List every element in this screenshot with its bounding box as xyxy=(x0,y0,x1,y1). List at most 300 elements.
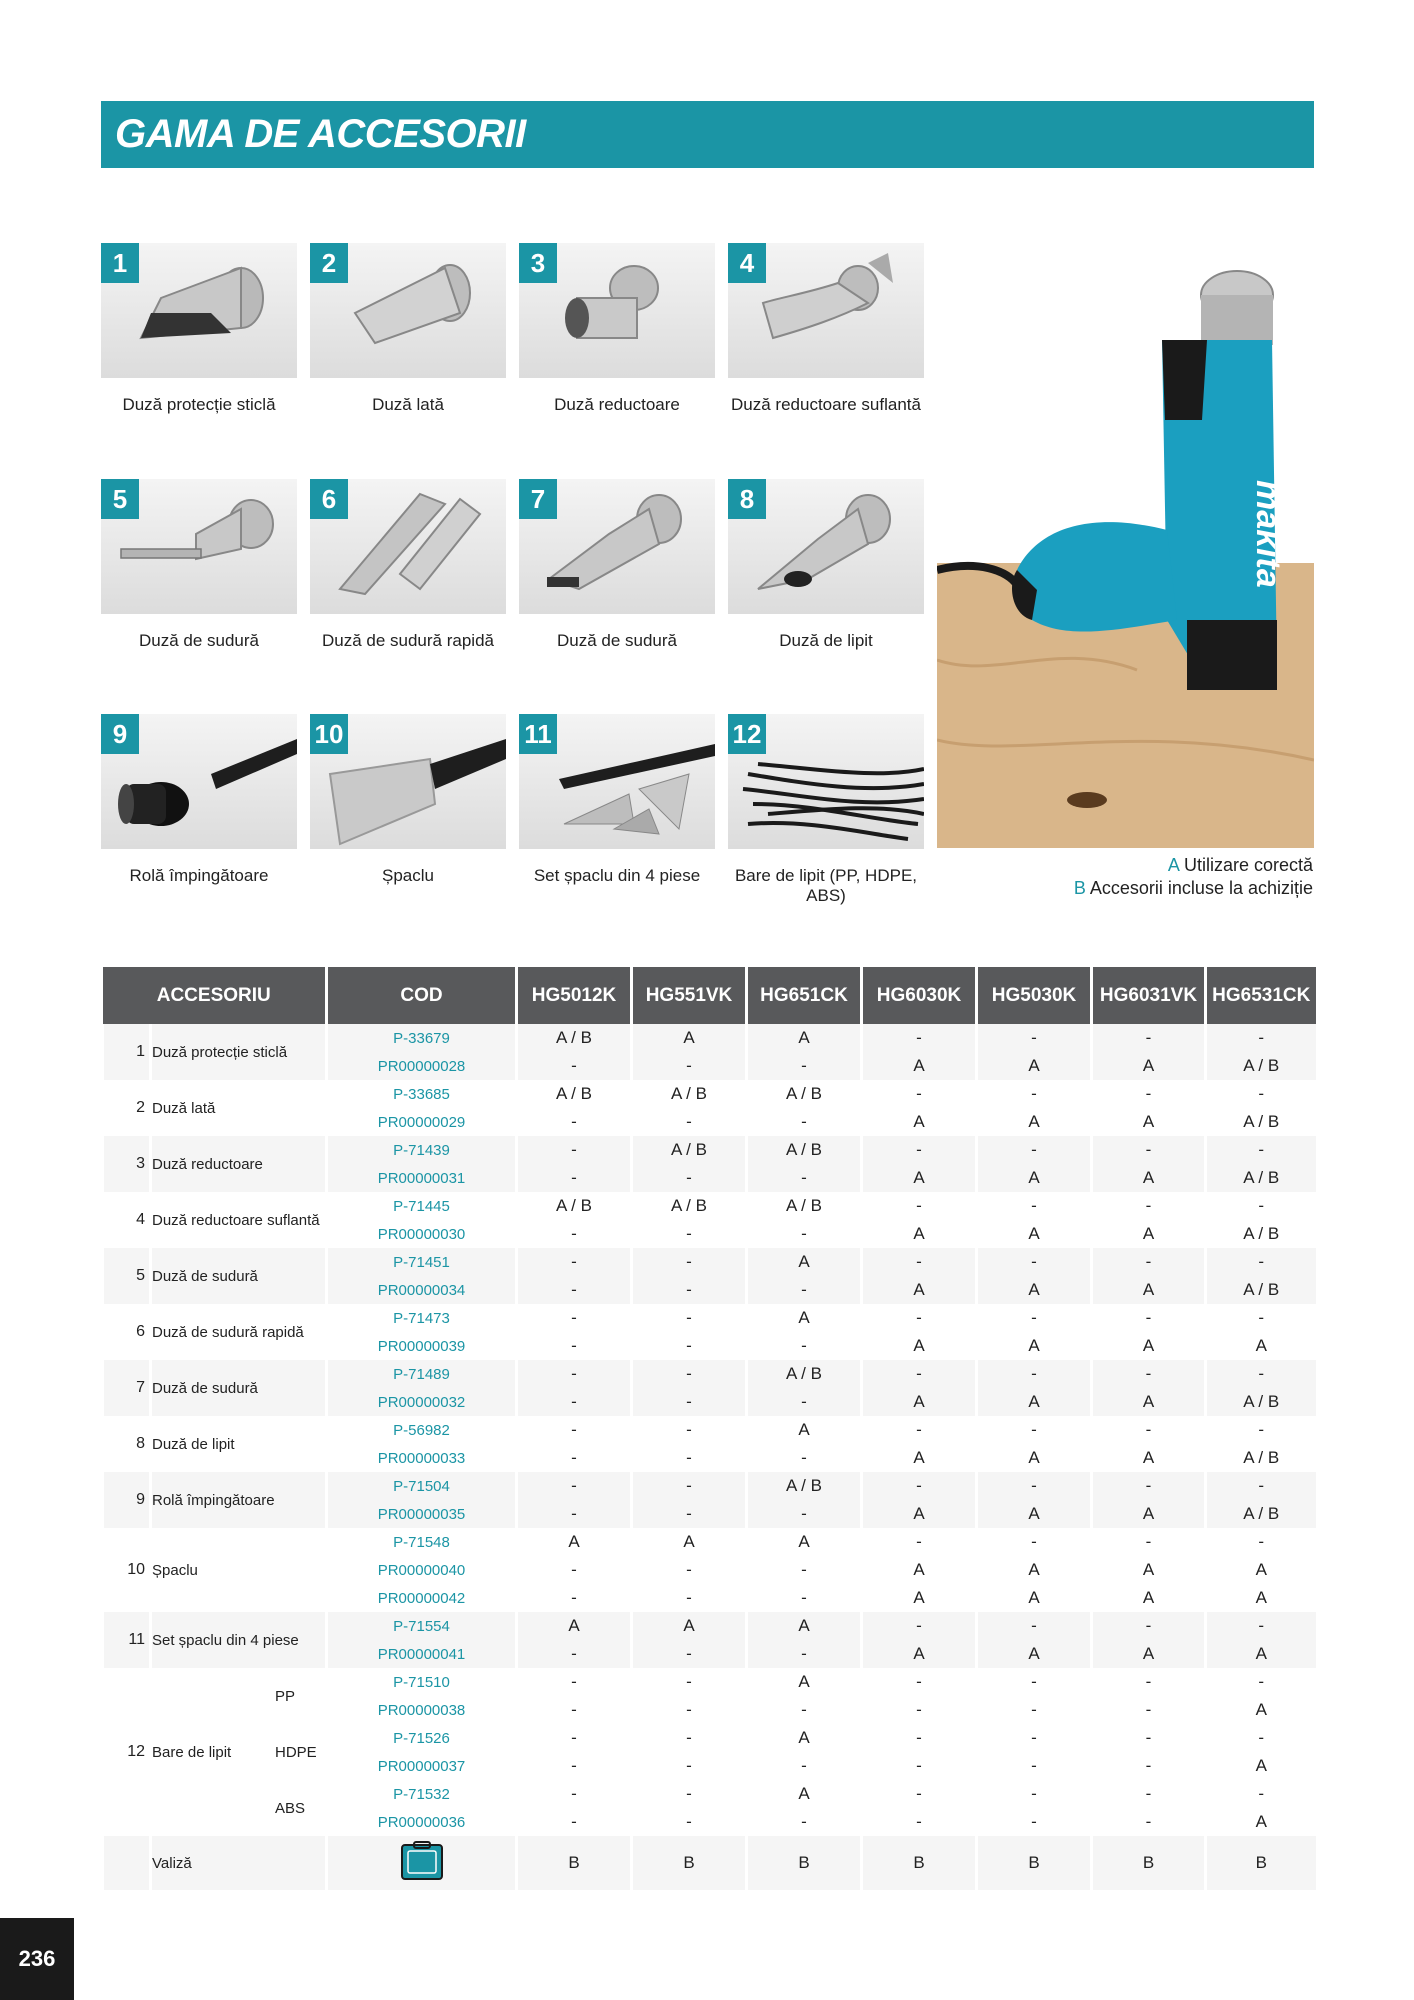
accessory-item xyxy=(101,714,297,886)
value-cell: - xyxy=(517,1584,632,1612)
value-cell: A / B xyxy=(517,1024,632,1052)
value-cell: A xyxy=(1206,1808,1316,1836)
value-cell: - xyxy=(517,1220,632,1248)
value-cell: - xyxy=(862,1780,977,1808)
accessory-number: 4 xyxy=(728,243,766,283)
value-cell: A xyxy=(977,1108,1092,1136)
value-cell: A / B xyxy=(1206,1444,1316,1472)
value-cell: A xyxy=(977,1444,1092,1472)
accessory-item xyxy=(310,479,506,651)
table-row xyxy=(103,1024,1316,1052)
accessory-item xyxy=(728,714,924,906)
value-cell: - xyxy=(632,1472,747,1500)
value-cell: - xyxy=(517,1668,632,1696)
value-cell: - xyxy=(632,1304,747,1332)
value-cell: A xyxy=(977,1584,1092,1612)
row-accessory-name: Rolă împingătoare xyxy=(151,1472,327,1528)
table-row xyxy=(103,1780,1316,1808)
value-cell: A xyxy=(977,1052,1092,1080)
value-cell: A xyxy=(747,1528,862,1556)
value-cell: - xyxy=(977,1192,1092,1220)
row-number: 11 xyxy=(103,1612,151,1668)
accessory-number: 8 xyxy=(728,479,766,519)
table-row xyxy=(103,1304,1316,1332)
value-cell: - xyxy=(517,1108,632,1136)
value-cell: - xyxy=(977,1472,1092,1500)
accessory-photo xyxy=(519,479,715,614)
table-row xyxy=(103,1472,1316,1500)
header-accesoriu: ACCESORIU xyxy=(103,967,327,1024)
accessory-number: 2 xyxy=(310,243,348,283)
value-cell: - xyxy=(632,1696,747,1724)
value-cell: A / B xyxy=(1206,1052,1316,1080)
value-cell: - xyxy=(517,1556,632,1584)
accessory-photo xyxy=(519,243,715,378)
product-code: P-71451 xyxy=(327,1248,517,1276)
value-cell: - xyxy=(517,1332,632,1360)
material-label: PP xyxy=(270,1668,327,1724)
value-cell: - xyxy=(977,1528,1092,1556)
row-accessory-name: Duză de sudură xyxy=(151,1248,327,1304)
row-accessory-name: Duză reductoare xyxy=(151,1136,327,1192)
accessory-item xyxy=(101,243,297,415)
accessory-number: 3 xyxy=(519,243,557,283)
value-cell: A / B xyxy=(747,1360,862,1388)
value-cell: - xyxy=(517,1248,632,1276)
value-cell: - xyxy=(517,1780,632,1808)
value-cell: - xyxy=(1092,1808,1206,1836)
value-cell: - xyxy=(747,1584,862,1612)
value-cell: - xyxy=(1206,1248,1316,1276)
value-cell: - xyxy=(632,1164,747,1192)
value-cell: - xyxy=(747,1500,862,1528)
value-cell: - xyxy=(747,1556,862,1584)
value-cell: A xyxy=(862,1500,977,1528)
value-cell: - xyxy=(862,1304,977,1332)
value-cell: A / B xyxy=(632,1080,747,1108)
value-cell: - xyxy=(977,1248,1092,1276)
value-cell: - xyxy=(977,1752,1092,1780)
value-cell: A xyxy=(862,1220,977,1248)
value-cell: - xyxy=(1206,1780,1316,1808)
table-row xyxy=(103,1836,1316,1890)
product-code: PR00000032 xyxy=(327,1388,517,1416)
row-number: 8 xyxy=(103,1416,151,1472)
value-cell: - xyxy=(632,1220,747,1248)
value-cell: - xyxy=(747,1696,862,1724)
value-cell: B xyxy=(747,1836,862,1890)
table-row xyxy=(103,1360,1316,1388)
value-cell: - xyxy=(977,1304,1092,1332)
row-accessory-name: Duză de sudură xyxy=(151,1360,327,1416)
value-cell: A xyxy=(862,1052,977,1080)
value-cell: - xyxy=(1206,1304,1316,1332)
material-label: ABS xyxy=(270,1780,327,1836)
value-cell: A xyxy=(517,1528,632,1556)
value-cell: A xyxy=(517,1612,632,1640)
value-cell: B xyxy=(862,1836,977,1890)
value-cell: A xyxy=(747,1724,862,1752)
value-cell: A xyxy=(977,1500,1092,1528)
value-cell: - xyxy=(632,1416,747,1444)
accessory-item xyxy=(310,714,506,886)
value-cell: - xyxy=(747,1640,862,1668)
value-cell: A / B xyxy=(517,1192,632,1220)
product-code: P-71473 xyxy=(327,1304,517,1332)
value-cell: A xyxy=(1092,1164,1206,1192)
value-cell: - xyxy=(632,1360,747,1388)
value-cell: A / B xyxy=(747,1080,862,1108)
value-cell: B xyxy=(1092,1836,1206,1890)
value-cell: - xyxy=(977,1724,1092,1752)
value-cell: - xyxy=(862,1248,977,1276)
table-row xyxy=(103,1528,1316,1556)
accessory-photo xyxy=(728,479,924,614)
value-cell: A xyxy=(1092,1584,1206,1612)
value-cell: - xyxy=(1092,1248,1206,1276)
value-cell: - xyxy=(862,1752,977,1780)
value-cell: A xyxy=(632,1024,747,1052)
value-cell: A xyxy=(747,1668,862,1696)
value-cell: A xyxy=(1092,1500,1206,1528)
accessory-item xyxy=(101,479,297,651)
value-cell: - xyxy=(1092,1752,1206,1780)
accessory-label: Șpaclu xyxy=(382,866,434,885)
title-banner xyxy=(101,101,1314,168)
row-number: 1 xyxy=(103,1024,151,1080)
product-code: P-71489 xyxy=(327,1360,517,1388)
accessory-item xyxy=(310,243,506,415)
value-cell: - xyxy=(632,1500,747,1528)
row-accessory-name: Duză protecție sticlă xyxy=(151,1024,327,1080)
accessory-item xyxy=(519,479,715,651)
header-model: HG6030K xyxy=(862,967,977,1024)
value-cell: - xyxy=(862,1668,977,1696)
accessory-label: Duză de sudură rapidă xyxy=(321,631,494,650)
value-cell: A xyxy=(1092,1108,1206,1136)
value-cell: A xyxy=(1092,1332,1206,1360)
legend-b: B Accesorii incluse la achiziție xyxy=(1073,878,1313,898)
value-cell: A xyxy=(1206,1640,1316,1668)
value-cell: - xyxy=(977,1668,1092,1696)
value-cell: - xyxy=(977,1360,1092,1388)
row-number: 10 xyxy=(103,1528,151,1612)
accessories-table xyxy=(101,967,1316,1890)
table-row xyxy=(103,1192,1316,1220)
accessory-photo xyxy=(310,479,506,614)
value-cell: - xyxy=(747,1332,862,1360)
value-cell: - xyxy=(862,1528,977,1556)
value-cell: A / B xyxy=(1206,1500,1316,1528)
header-model: HG5030K xyxy=(977,967,1092,1024)
product-code: PR00000034 xyxy=(327,1276,517,1304)
value-cell: B xyxy=(632,1836,747,1890)
row-number: 6 xyxy=(103,1304,151,1360)
value-cell: - xyxy=(977,1612,1092,1640)
accessory-label: Rolă împingătoare xyxy=(129,866,269,885)
header-cod: COD xyxy=(327,967,517,1024)
value-cell: - xyxy=(1206,1528,1316,1556)
value-cell: A / B xyxy=(747,1136,862,1164)
value-cell: - xyxy=(862,1724,977,1752)
row-number: 7 xyxy=(103,1360,151,1416)
page-number: 236 xyxy=(0,1918,74,2000)
value-cell: A / B xyxy=(747,1192,862,1220)
value-cell: A xyxy=(977,1332,1092,1360)
value-cell: A / B xyxy=(747,1472,862,1500)
accessory-photo xyxy=(101,479,297,614)
row-number xyxy=(103,1836,151,1890)
value-cell: A xyxy=(977,1220,1092,1248)
accessory-label: Duză lată xyxy=(372,395,444,414)
value-cell: - xyxy=(977,1780,1092,1808)
value-cell: - xyxy=(747,1808,862,1836)
case-icon xyxy=(400,1841,444,1881)
value-cell: - xyxy=(517,1304,632,1332)
value-cell: - xyxy=(1092,1724,1206,1752)
product-code: PR00000041 xyxy=(327,1640,517,1668)
product-code: PR00000033 xyxy=(327,1444,517,1472)
page-title: GAMA DE ACCESORII xyxy=(115,112,526,156)
product-code: P-71445 xyxy=(327,1192,517,1220)
row-accessory-name: Bare de lipit xyxy=(151,1668,270,1836)
value-cell: - xyxy=(517,1640,632,1668)
value-cell: - xyxy=(632,1556,747,1584)
value-cell: A xyxy=(1092,1052,1206,1080)
accessory-label: Duză de lipit xyxy=(779,631,873,650)
value-cell: A / B xyxy=(1206,1108,1316,1136)
value-cell: A xyxy=(1206,1556,1316,1584)
value-cell: - xyxy=(747,1752,862,1780)
product-code: P-71510 xyxy=(327,1668,517,1696)
case-icon-cell xyxy=(327,1836,517,1890)
accessory-photo xyxy=(728,714,924,849)
value-cell: A xyxy=(977,1640,1092,1668)
value-cell: A xyxy=(1206,1696,1316,1724)
value-cell: A xyxy=(862,1164,977,1192)
value-cell: B xyxy=(977,1836,1092,1890)
value-cell: - xyxy=(747,1388,862,1416)
value-cell: - xyxy=(1092,1080,1206,1108)
value-cell: - xyxy=(1092,1612,1206,1640)
value-cell: - xyxy=(977,1808,1092,1836)
table-row xyxy=(103,1612,1316,1640)
product-code: PR00000035 xyxy=(327,1500,517,1528)
value-cell: - xyxy=(862,1136,977,1164)
accessory-number: 1 xyxy=(101,243,139,283)
accessory-label: Set șpaclu din 4 piese xyxy=(533,866,701,885)
value-cell: - xyxy=(1206,1612,1316,1640)
header-model: HG551VK xyxy=(632,967,747,1024)
value-cell: - xyxy=(632,1388,747,1416)
value-cell: A xyxy=(1092,1556,1206,1584)
value-cell: - xyxy=(632,1248,747,1276)
value-cell: - xyxy=(517,1444,632,1472)
value-cell: - xyxy=(632,1752,747,1780)
accessory-number: 10 xyxy=(310,714,348,754)
accessory-photo xyxy=(101,714,297,849)
value-cell: A xyxy=(977,1164,1092,1192)
table-row xyxy=(103,1080,1316,1108)
value-cell: - xyxy=(1206,1136,1316,1164)
value-cell: A xyxy=(977,1276,1092,1304)
row-accessory-name: Șpaclu xyxy=(151,1528,327,1612)
table-header xyxy=(103,967,1316,1024)
value-cell: - xyxy=(862,1612,977,1640)
value-cell: A xyxy=(747,1248,862,1276)
value-cell: - xyxy=(1092,1136,1206,1164)
accessory-item xyxy=(728,243,924,415)
row-accessory-name: Set șpaclu din 4 piese xyxy=(151,1612,327,1668)
value-cell: - xyxy=(632,1780,747,1808)
accessory-number: 11 xyxy=(519,714,557,754)
value-cell: - xyxy=(977,1080,1092,1108)
value-cell: A xyxy=(632,1528,747,1556)
value-cell: A xyxy=(862,1388,977,1416)
product-code: P-33679 xyxy=(327,1024,517,1052)
value-cell: - xyxy=(632,1052,747,1080)
accessory-item xyxy=(519,243,715,415)
value-cell: - xyxy=(1092,1304,1206,1332)
value-cell: A xyxy=(1092,1220,1206,1248)
row-accessory-name: Duză lată xyxy=(151,1080,327,1136)
product-code: PR00000037 xyxy=(327,1752,517,1780)
value-cell: - xyxy=(632,1808,747,1836)
product-code: PR00000030 xyxy=(327,1220,517,1248)
value-cell: - xyxy=(632,1640,747,1668)
value-cell: - xyxy=(1092,1696,1206,1724)
value-cell: - xyxy=(977,1696,1092,1724)
value-cell: A / B xyxy=(1206,1276,1316,1304)
value-cell: - xyxy=(862,1416,977,1444)
value-cell: - xyxy=(1092,1360,1206,1388)
value-cell: - xyxy=(862,1024,977,1052)
product-code: PR00000028 xyxy=(327,1052,517,1080)
product-code: P-71548 xyxy=(327,1528,517,1556)
value-cell: - xyxy=(747,1052,862,1080)
value-cell: - xyxy=(1206,1080,1316,1108)
value-cell: - xyxy=(632,1276,747,1304)
accessory-photo xyxy=(728,243,924,378)
heat-gun-icon xyxy=(937,240,1314,848)
value-cell: A / B xyxy=(1206,1220,1316,1248)
value-cell: - xyxy=(517,1472,632,1500)
value-cell: - xyxy=(1092,1668,1206,1696)
value-cell: - xyxy=(632,1584,747,1612)
header-model: HG6531CK xyxy=(1206,967,1316,1024)
row-number: 9 xyxy=(103,1472,151,1528)
heat-gun-photo xyxy=(937,240,1314,848)
accessory-label: Bare de lipit (PP, HDPE, ABS) xyxy=(734,866,918,905)
value-cell: - xyxy=(517,1360,632,1388)
value-cell: A xyxy=(862,1584,977,1612)
value-cell: - xyxy=(977,1416,1092,1444)
product-code: P-33685 xyxy=(327,1080,517,1108)
accessory-number: 7 xyxy=(519,479,557,519)
value-cell: - xyxy=(862,1080,977,1108)
value-cell: - xyxy=(747,1444,862,1472)
value-cell: A xyxy=(747,1304,862,1332)
value-cell: - xyxy=(1092,1192,1206,1220)
value-cell: A / B xyxy=(1206,1388,1316,1416)
header-model: HG5012K xyxy=(517,967,632,1024)
value-cell: A xyxy=(1206,1752,1316,1780)
accessory-number: 5 xyxy=(101,479,139,519)
value-cell: - xyxy=(1092,1528,1206,1556)
value-cell: - xyxy=(517,1276,632,1304)
value-cell: A xyxy=(862,1444,977,1472)
value-cell: - xyxy=(632,1108,747,1136)
value-cell: - xyxy=(517,1388,632,1416)
value-cell: A xyxy=(1092,1276,1206,1304)
value-cell: - xyxy=(1092,1780,1206,1808)
value-cell: A xyxy=(747,1416,862,1444)
value-cell: A xyxy=(1092,1444,1206,1472)
product-code: PR00000029 xyxy=(327,1108,517,1136)
value-cell: - xyxy=(517,1052,632,1080)
value-cell: - xyxy=(1092,1472,1206,1500)
value-cell: A xyxy=(747,1612,862,1640)
row-number: 4 xyxy=(103,1192,151,1248)
brand-logo: makita xyxy=(1249,480,1287,588)
value-cell: A xyxy=(977,1388,1092,1416)
value-cell: - xyxy=(862,1192,977,1220)
header-model: HG651CK xyxy=(747,967,862,1024)
value-cell: A xyxy=(862,1332,977,1360)
value-cell: - xyxy=(862,1360,977,1388)
accessory-label: Duză protecție sticlă xyxy=(122,395,276,414)
accessory-photo xyxy=(310,714,506,849)
row-accessory-name: Duză de lipit xyxy=(151,1416,327,1472)
value-cell: A xyxy=(1092,1640,1206,1668)
value-cell: - xyxy=(1206,1416,1316,1444)
accessory-number: 9 xyxy=(101,714,139,754)
value-cell: - xyxy=(977,1024,1092,1052)
accessory-item xyxy=(519,714,715,886)
value-cell: - xyxy=(747,1220,862,1248)
value-cell: - xyxy=(517,1808,632,1836)
product-code: PR00000036 xyxy=(327,1808,517,1836)
value-cell: - xyxy=(1206,1472,1316,1500)
accessory-label: Duză reductoare suflantă xyxy=(731,395,921,414)
product-code: P-56982 xyxy=(327,1416,517,1444)
product-code: P-71504 xyxy=(327,1472,517,1500)
accessory-label: Duză de sudură xyxy=(138,631,260,650)
row-number: 3 xyxy=(103,1136,151,1192)
value-cell: A xyxy=(862,1108,977,1136)
value-cell: A / B xyxy=(632,1192,747,1220)
value-cell: - xyxy=(517,1696,632,1724)
value-cell: - xyxy=(747,1276,862,1304)
product-code: P-71439 xyxy=(327,1136,517,1164)
product-code: PR00000031 xyxy=(327,1164,517,1192)
value-cell: - xyxy=(1206,1360,1316,1388)
value-cell: A xyxy=(1092,1388,1206,1416)
value-cell: - xyxy=(862,1808,977,1836)
product-code: P-71526 xyxy=(327,1724,517,1752)
accessory-label: Duză de sudură xyxy=(556,631,678,650)
value-cell: A xyxy=(862,1276,977,1304)
row-accessory-name: Duză de sudură rapidă xyxy=(151,1304,327,1360)
row-number: 12 xyxy=(103,1668,151,1836)
value-cell: A xyxy=(747,1780,862,1808)
accessory-photo xyxy=(101,243,297,378)
product-code: P-71554 xyxy=(327,1612,517,1640)
accessory-number: 6 xyxy=(310,479,348,519)
accessory-item xyxy=(728,479,924,651)
table-row xyxy=(103,1416,1316,1444)
value-cell: B xyxy=(1206,1836,1316,1890)
